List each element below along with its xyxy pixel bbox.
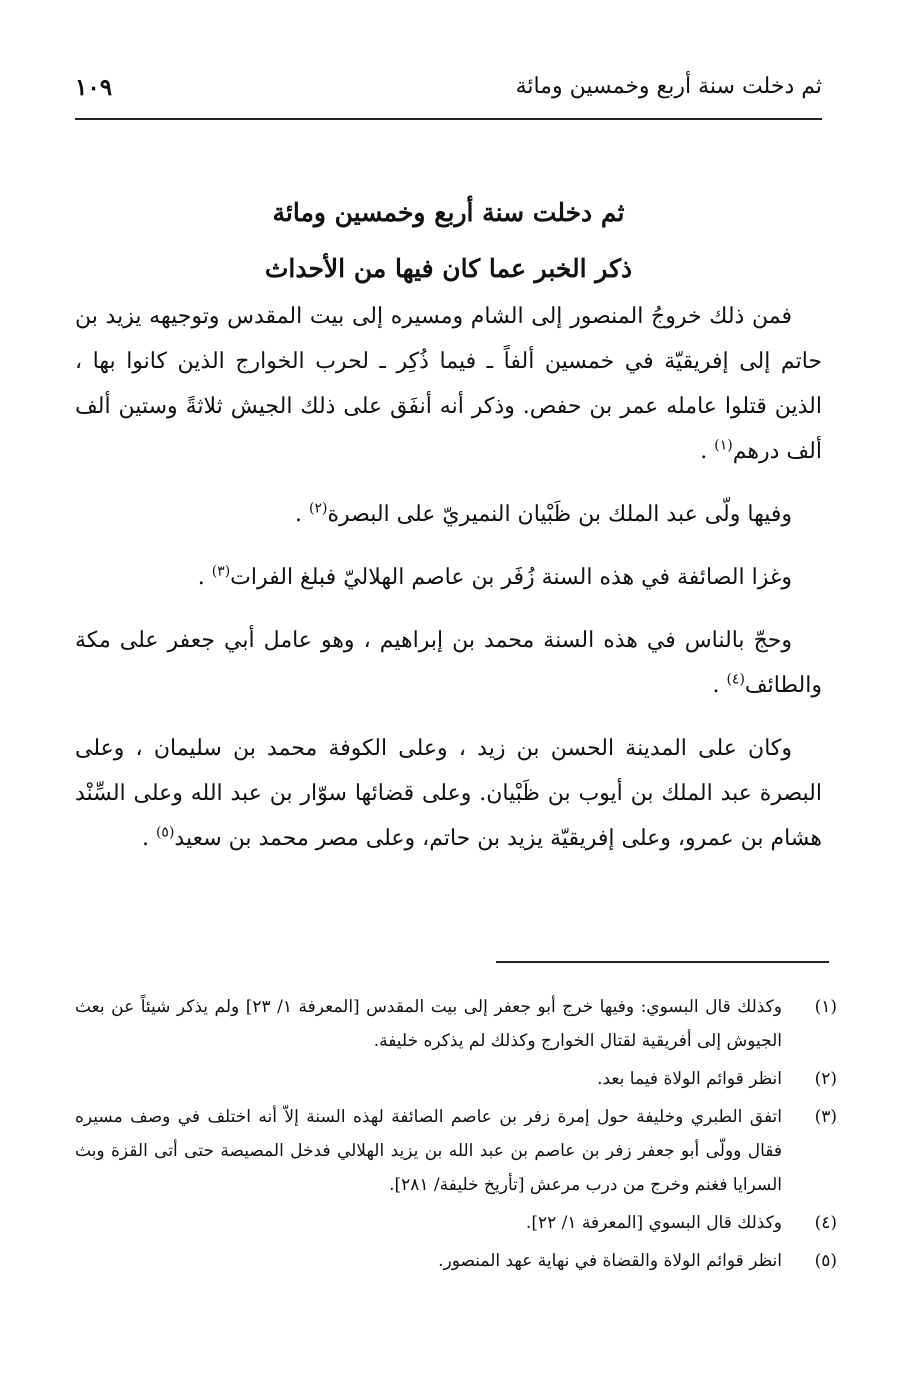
footnote-ref: (٢) bbox=[308, 500, 328, 517]
footnote bbox=[75, 990, 837, 1058]
footnote-number: (١) bbox=[814, 997, 837, 1017]
paragraph bbox=[75, 492, 822, 537]
footnotes bbox=[75, 990, 837, 1282]
footnote-separator bbox=[496, 961, 829, 963]
chapter-title: ثم دخلت سنة أربع وخمسين ومائة bbox=[272, 198, 625, 227]
paragraph-end: . bbox=[700, 439, 715, 464]
chapter-headings bbox=[75, 185, 822, 297]
footnote-text: وكذلك قال البسوي: وفيها خرج أبو جعفر إلى بيت المقدس [المعرفة ١/ ٢٣] ولم يذكر شيئاً عن بعث الجيوش إلى أفريقية لقتال الخوارج وكذلك لم يذكره خليفة. bbox=[75, 997, 782, 1051]
paragraph-end: . bbox=[197, 565, 212, 590]
paragraph-end: . bbox=[294, 502, 309, 527]
footnote-number: (٣) bbox=[814, 1107, 837, 1127]
footnote-text: وكذلك قال البسوي [المعرفة ١/ ٢٢]. bbox=[525, 1213, 782, 1233]
footnote-number: (٤) bbox=[814, 1213, 837, 1233]
footnote bbox=[75, 1062, 837, 1096]
page-header bbox=[75, 66, 822, 120]
paragraph bbox=[75, 618, 822, 708]
footnote-ref: (٤) bbox=[726, 671, 745, 688]
footnote-text: انظر قوائم الولاة فيما بعد. bbox=[597, 1069, 782, 1089]
paragraph-end: . bbox=[712, 673, 727, 698]
footnote bbox=[75, 1100, 837, 1202]
paragraph bbox=[75, 294, 822, 474]
section-title: ذكر الخبر عما كان فيها من الأحداث bbox=[264, 254, 633, 283]
footnote-ref: (١) bbox=[714, 437, 733, 454]
paragraph-text: وغزا الصائفة في هذه السنة زُفَر بن عاصم الهلاليّ فبلغ الفرات bbox=[230, 565, 792, 590]
paragraph-text: وفيها ولّى عبد الملك بن ظَبْيان النميريّ على البصرة bbox=[327, 502, 792, 527]
footnote-text: انظر قوائم الولاة والقضاة في نهاية عهد المنصور. bbox=[438, 1251, 782, 1271]
footnote-text: اتفق الطبري وخليفة حول إمرة زفر بن عاصم الصائفة لهذه السنة إلاّ أنه اختلف في وصف مسيره فقال وولّى أبو جعفر زفر بن عاصم بن عبد الله بن يزيد الهلالي فدخل المصيصة حتى أتى القزة وبث السرايا فغنم وخرج من درب مرعش [تأريخ خليفة/ ٢٨١]. bbox=[75, 1107, 782, 1195]
page-number: ١٠٩ bbox=[75, 74, 113, 101]
paragraph-text: وحجّ بالناس في هذه السنة محمد بن إبراهيم ، وهو عامل أبي جعفر على مكة والطائف bbox=[75, 628, 822, 698]
footnote-number: (٥) bbox=[814, 1251, 837, 1271]
footnote-number: (٢) bbox=[814, 1069, 837, 1089]
footnote bbox=[75, 1244, 837, 1278]
running-title: ثم دخلت سنة أربع وخمسين ومائة bbox=[515, 74, 822, 99]
footnote-ref: (٥) bbox=[155, 824, 175, 841]
paragraph-text: وكان على المدينة الحسن بن زيد ، وعلى الكوفة محمد بن سليمان ، وعلى البصرة عبد الملك بن أيوب بن ظَبْيان. وعلى قضائها سوّار بن عبد الله وعلى السِّنْد هشام بن عمرو، وعلى إفريقيّة يزيد بن حاتم، وعلى مصر محمد بن سعيد bbox=[75, 736, 822, 851]
footnote bbox=[75, 1206, 837, 1240]
main-text bbox=[75, 294, 822, 879]
paragraph bbox=[75, 555, 822, 600]
paragraph bbox=[75, 726, 822, 861]
footnote-ref: (٣) bbox=[211, 563, 231, 580]
paragraph-end: . bbox=[141, 826, 156, 851]
paragraph-text: فمن ذلك خروجُ المنصور إلى الشام ومسيره إلى بيت المقدس وتوجيهه يزيد بن حاتم إلى إفريقيّة في خمسين ألفاً ـ فيما ذُكِر ـ لحرب الخوارج الذين كانوا بها ، الذين قتلوا عامله عمر بن حفص. وذكر أنه أنفَق على ذلك الجيش ثلاثةً وستين ألف ألف درهم bbox=[75, 304, 822, 464]
